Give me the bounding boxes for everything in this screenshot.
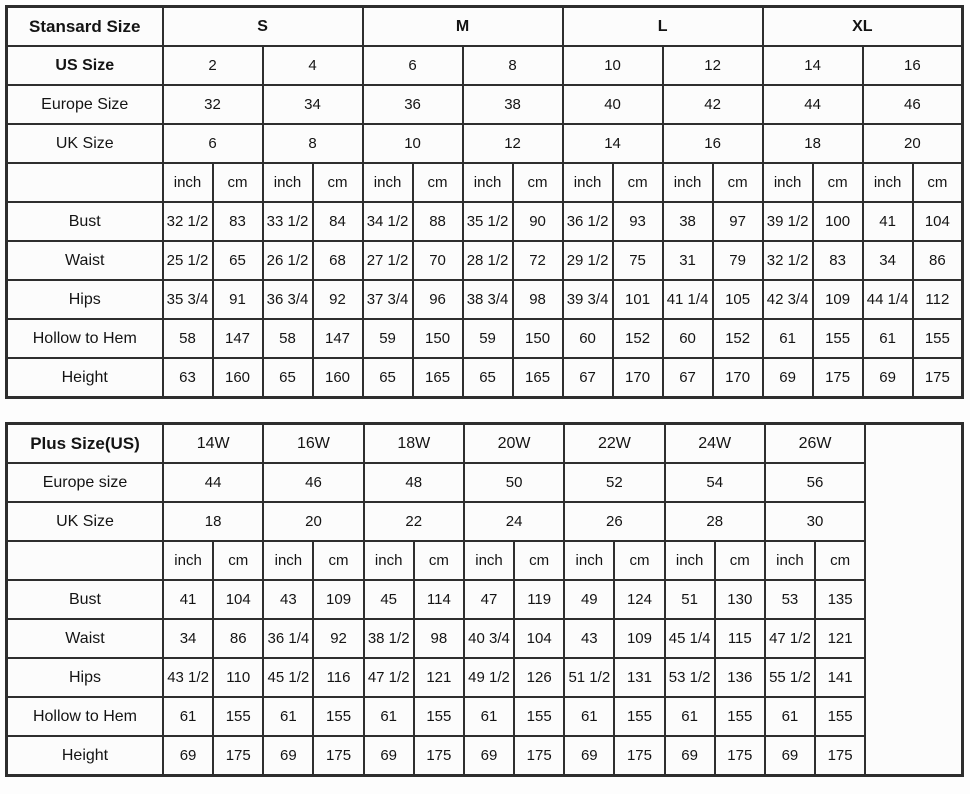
size-value-cell: 10 (363, 124, 463, 163)
size-group-header: 20W (464, 424, 564, 464)
measurement-value-cell: 63 (163, 358, 213, 398)
measurement-value-cell: 65 (363, 358, 413, 398)
measurement-value-cell: 170 (713, 358, 763, 398)
measurement-value-cell: 65 (213, 241, 263, 280)
size-value-cell: 6 (363, 46, 463, 85)
measurement-value-cell: 155 (514, 697, 564, 736)
measurement-value-cell: 61 (765, 697, 815, 736)
measurement-value-cell: 61 (263, 697, 313, 736)
size-value-cell: 30 (765, 502, 865, 541)
measurement-value-cell: 69 (763, 358, 813, 398)
measurement-value-cell: 43 (564, 619, 614, 658)
measurement-value-cell: 69 (263, 736, 313, 776)
size-value-cell: 44 (163, 463, 263, 502)
measurement-value-cell: 155 (614, 697, 664, 736)
standard-size-table-title: Stansard Size (7, 7, 163, 47)
cm-unit-cell: cm (913, 163, 963, 202)
measurement-value-cell: 65 (263, 358, 313, 398)
measurement-value-cell: 75 (613, 241, 663, 280)
measurement-value-cell: 98 (513, 280, 563, 319)
measurement-value-cell: 104 (913, 202, 963, 241)
measurement-value-cell: 45 1/4 (665, 619, 715, 658)
empty-label-cell (7, 541, 163, 580)
measurement-label: Hips (7, 280, 163, 319)
inch-unit-cell: inch (564, 541, 614, 580)
measurement-label: Hips (7, 658, 163, 697)
inch-unit-cell: inch (665, 541, 715, 580)
measurement-value-cell: 26 1/2 (263, 241, 313, 280)
size-value-cell: 54 (665, 463, 765, 502)
measurement-value-cell: 109 (614, 619, 664, 658)
measurement-value-cell: 45 (364, 580, 414, 619)
measurement-value-cell: 69 (765, 736, 815, 776)
measurement-value-cell: 155 (715, 697, 765, 736)
cm-unit-cell: cm (813, 163, 863, 202)
measurement-value-cell: 49 1/2 (464, 658, 514, 697)
size-value-cell: 12 (463, 124, 563, 163)
measurement-value-cell: 28 1/2 (463, 241, 513, 280)
measurement-value-cell: 29 1/2 (563, 241, 613, 280)
measurement-value-cell: 38 (663, 202, 713, 241)
measurement-value-cell: 51 (665, 580, 715, 619)
size-value-cell: 52 (564, 463, 664, 502)
measurement-label: Waist (7, 619, 163, 658)
size-value-cell: 32 (163, 85, 263, 124)
measurement-value-cell: 175 (414, 736, 464, 776)
measurement-value-cell: 104 (514, 619, 564, 658)
size-group-header: S (163, 7, 363, 47)
cm-unit-cell: cm (213, 541, 263, 580)
size-value-cell: 10 (563, 46, 663, 85)
size-value-cell: 36 (363, 85, 463, 124)
measurement-value-cell: 65 (463, 358, 513, 398)
measurement-value-cell: 72 (513, 241, 563, 280)
measurement-value-cell: 109 (813, 280, 863, 319)
measurement-value-cell: 36 3/4 (263, 280, 313, 319)
measurement-value-cell: 147 (313, 319, 363, 358)
measurement-value-cell: 109 (313, 580, 363, 619)
measurement-value-cell: 150 (413, 319, 463, 358)
measurement-value-cell: 150 (513, 319, 563, 358)
measurement-value-cell: 116 (313, 658, 363, 697)
cm-unit-cell: cm (313, 163, 363, 202)
measurement-value-cell: 59 (363, 319, 413, 358)
measurement-value-cell: 61 (863, 319, 913, 358)
measurement-value-cell: 32 1/2 (163, 202, 213, 241)
measurement-value-cell: 53 (765, 580, 815, 619)
measurement-value-cell: 90 (513, 202, 563, 241)
measurement-value-cell: 45 1/2 (263, 658, 313, 697)
measurement-value-cell: 91 (213, 280, 263, 319)
measurement-value-cell: 58 (263, 319, 313, 358)
measurement-value-cell: 155 (813, 319, 863, 358)
measurement-value-cell: 42 3/4 (763, 280, 813, 319)
measurement-value-cell: 47 (464, 580, 514, 619)
measurement-value-cell: 165 (513, 358, 563, 398)
cm-unit-cell: cm (413, 163, 463, 202)
measurement-value-cell: 69 (665, 736, 715, 776)
measurement-value-cell: 170 (613, 358, 663, 398)
size-system-label: UK Size (7, 502, 163, 541)
measurement-value-cell: 155 (213, 697, 263, 736)
measurement-value-cell: 160 (213, 358, 263, 398)
measurement-value-cell: 101 (613, 280, 663, 319)
plus-size-table-title: Plus Size(US) (7, 424, 163, 464)
inch-unit-cell: inch (463, 163, 513, 202)
measurement-value-cell: 175 (715, 736, 765, 776)
size-value-cell: 16 (863, 46, 963, 85)
measurement-value-cell: 155 (815, 697, 865, 736)
measurement-value-cell: 165 (413, 358, 463, 398)
plus-size-table-container (5, 422, 966, 777)
measurement-value-cell: 69 (564, 736, 614, 776)
measurement-value-cell: 83 (813, 241, 863, 280)
inch-unit-cell: inch (263, 541, 313, 580)
size-value-cell: 20 (263, 502, 363, 541)
size-group-header: 14W (163, 424, 263, 464)
measurement-value-cell: 44 1/4 (863, 280, 913, 319)
size-value-cell: 56 (765, 463, 865, 502)
empty-label-cell (7, 163, 163, 202)
measurement-value-cell: 61 (163, 697, 213, 736)
size-value-cell: 42 (663, 85, 763, 124)
measurement-value-cell: 25 1/2 (163, 241, 213, 280)
measurement-value-cell: 130 (715, 580, 765, 619)
measurement-value-cell: 92 (313, 280, 363, 319)
measurement-value-cell: 175 (514, 736, 564, 776)
measurement-value-cell: 121 (815, 619, 865, 658)
size-value-cell: 26 (564, 502, 664, 541)
size-value-cell: 8 (463, 46, 563, 85)
measurement-value-cell: 175 (614, 736, 664, 776)
size-value-cell: 46 (263, 463, 363, 502)
measurement-value-cell: 39 3/4 (563, 280, 613, 319)
measurement-value-cell: 147 (213, 319, 263, 358)
measurement-value-cell: 136 (715, 658, 765, 697)
inch-unit-cell: inch (763, 163, 813, 202)
cm-unit-cell: cm (414, 541, 464, 580)
size-group-header: L (563, 7, 763, 47)
measurement-label: Bust (7, 580, 163, 619)
measurement-value-cell: 41 (863, 202, 913, 241)
measurement-value-cell: 124 (614, 580, 664, 619)
measurement-value-cell: 175 (313, 736, 363, 776)
measurement-value-cell: 38 1/2 (364, 619, 414, 658)
size-value-cell: 6 (163, 124, 263, 163)
measurement-value-cell: 41 1/4 (663, 280, 713, 319)
measurement-value-cell: 104 (213, 580, 263, 619)
standard-size-table (5, 5, 964, 399)
measurement-value-cell: 88 (413, 202, 463, 241)
size-system-label: Europe Size (7, 85, 163, 124)
cm-unit-cell: cm (313, 541, 363, 580)
size-value-cell: 8 (263, 124, 363, 163)
size-value-cell: 20 (863, 124, 963, 163)
measurement-value-cell: 115 (715, 619, 765, 658)
measurement-value-cell: 49 (564, 580, 614, 619)
measurement-value-cell: 135 (815, 580, 865, 619)
measurement-value-cell: 41 (163, 580, 213, 619)
size-value-cell: 38 (463, 85, 563, 124)
measurement-value-cell: 47 1/2 (364, 658, 414, 697)
measurement-value-cell: 61 (364, 697, 414, 736)
size-group-header: M (363, 7, 563, 47)
measurement-label: Height (7, 736, 163, 776)
measurement-value-cell: 38 3/4 (463, 280, 513, 319)
measurement-value-cell: 155 (414, 697, 464, 736)
measurement-label: Hollow to Hem (7, 319, 163, 358)
measurement-value-cell: 119 (514, 580, 564, 619)
measurement-value-cell: 93 (613, 202, 663, 241)
standard-size-table-container (5, 5, 966, 399)
size-group-header: XL (763, 7, 963, 47)
measurement-value-cell: 69 (163, 736, 213, 776)
size-value-cell: 40 (563, 85, 663, 124)
inch-unit-cell: inch (765, 541, 815, 580)
measurement-value-cell: 175 (213, 736, 263, 776)
measurement-value-cell: 60 (563, 319, 613, 358)
measurement-value-cell: 83 (213, 202, 263, 241)
measurement-value-cell: 155 (313, 697, 363, 736)
measurement-value-cell: 61 (763, 319, 813, 358)
measurement-value-cell: 35 3/4 (163, 280, 213, 319)
measurement-value-cell: 105 (713, 280, 763, 319)
size-value-cell: 4 (263, 46, 363, 85)
measurement-value-cell: 141 (815, 658, 865, 697)
measurement-value-cell: 61 (464, 697, 514, 736)
size-value-cell: 50 (464, 463, 564, 502)
measurement-value-cell: 36 1/4 (263, 619, 313, 658)
measurement-value-cell: 100 (813, 202, 863, 241)
measurement-value-cell: 32 1/2 (763, 241, 813, 280)
inch-unit-cell: inch (863, 163, 913, 202)
measurement-value-cell: 175 (913, 358, 963, 398)
measurement-value-cell: 68 (313, 241, 363, 280)
empty-trailing-column (865, 424, 962, 776)
cm-unit-cell: cm (713, 163, 763, 202)
measurement-value-cell: 69 (863, 358, 913, 398)
measurement-label: Height (7, 358, 163, 398)
measurement-value-cell: 33 1/2 (263, 202, 313, 241)
size-value-cell: 44 (763, 85, 863, 124)
measurement-value-cell: 51 1/2 (564, 658, 614, 697)
size-value-cell: 22 (364, 502, 464, 541)
measurement-value-cell: 35 1/2 (463, 202, 513, 241)
inch-unit-cell: inch (364, 541, 414, 580)
measurement-value-cell: 98 (414, 619, 464, 658)
cm-unit-cell: cm (614, 541, 664, 580)
measurement-label: Waist (7, 241, 163, 280)
size-system-label: UK Size (7, 124, 163, 163)
measurement-value-cell: 39 1/2 (763, 202, 813, 241)
size-value-cell: 46 (863, 85, 963, 124)
measurement-value-cell: 92 (313, 619, 363, 658)
cm-unit-cell: cm (715, 541, 765, 580)
size-value-cell: 24 (464, 502, 564, 541)
measurement-value-cell: 36 1/2 (563, 202, 613, 241)
plus-size-table (5, 422, 964, 777)
measurement-value-cell: 112 (913, 280, 963, 319)
measurement-value-cell: 31 (663, 241, 713, 280)
size-system-label: US Size (7, 46, 163, 85)
measurement-value-cell: 84 (313, 202, 363, 241)
measurement-value-cell: 67 (563, 358, 613, 398)
inch-unit-cell: inch (163, 541, 213, 580)
measurement-value-cell: 60 (663, 319, 713, 358)
inch-unit-cell: inch (464, 541, 514, 580)
measurement-value-cell: 43 1/2 (163, 658, 213, 697)
size-system-label: Europe size (7, 463, 163, 502)
cm-unit-cell: cm (613, 163, 663, 202)
size-value-cell: 18 (163, 502, 263, 541)
size-value-cell: 48 (364, 463, 464, 502)
cm-unit-cell: cm (213, 163, 263, 202)
measurement-value-cell: 110 (213, 658, 263, 697)
measurement-value-cell: 47 1/2 (765, 619, 815, 658)
measurement-value-cell: 152 (613, 319, 663, 358)
measurement-value-cell: 70 (413, 241, 463, 280)
size-value-cell: 14 (563, 124, 663, 163)
inch-unit-cell: inch (363, 163, 413, 202)
measurement-value-cell: 58 (163, 319, 213, 358)
measurement-value-cell: 43 (263, 580, 313, 619)
measurement-value-cell: 67 (663, 358, 713, 398)
measurement-value-cell: 96 (413, 280, 463, 319)
measurement-value-cell: 86 (913, 241, 963, 280)
size-group-header: 24W (665, 424, 765, 464)
measurement-value-cell: 86 (213, 619, 263, 658)
measurement-value-cell: 61 (665, 697, 715, 736)
measurement-value-cell: 155 (913, 319, 963, 358)
size-value-cell: 2 (163, 46, 263, 85)
measurement-value-cell: 79 (713, 241, 763, 280)
size-group-header: 16W (263, 424, 363, 464)
cm-unit-cell: cm (514, 541, 564, 580)
measurement-value-cell: 160 (313, 358, 363, 398)
measurement-value-cell: 97 (713, 202, 763, 241)
size-value-cell: 34 (263, 85, 363, 124)
cm-unit-cell: cm (815, 541, 865, 580)
inch-unit-cell: inch (663, 163, 713, 202)
measurement-value-cell: 126 (514, 658, 564, 697)
measurement-value-cell: 34 1/2 (363, 202, 413, 241)
measurement-value-cell: 152 (713, 319, 763, 358)
measurement-value-cell: 131 (614, 658, 664, 697)
measurement-value-cell: 121 (414, 658, 464, 697)
measurement-value-cell: 55 1/2 (765, 658, 815, 697)
size-value-cell: 28 (665, 502, 765, 541)
inch-unit-cell: inch (163, 163, 213, 202)
measurement-label: Bust (7, 202, 163, 241)
measurement-value-cell: 27 1/2 (363, 241, 413, 280)
measurement-label: Hollow to Hem (7, 697, 163, 736)
size-value-cell: 12 (663, 46, 763, 85)
measurement-value-cell: 61 (564, 697, 614, 736)
inch-unit-cell: inch (263, 163, 313, 202)
size-group-header: 22W (564, 424, 664, 464)
measurement-value-cell: 175 (813, 358, 863, 398)
size-value-cell: 18 (763, 124, 863, 163)
measurement-value-cell: 34 (163, 619, 213, 658)
size-group-header: 26W (765, 424, 865, 464)
measurement-value-cell: 34 (863, 241, 913, 280)
measurement-value-cell: 53 1/2 (665, 658, 715, 697)
cm-unit-cell: cm (513, 163, 563, 202)
size-value-cell: 14 (763, 46, 863, 85)
measurement-value-cell: 175 (815, 736, 865, 776)
inch-unit-cell: inch (563, 163, 613, 202)
measurement-value-cell: 37 3/4 (363, 280, 413, 319)
size-value-cell: 16 (663, 124, 763, 163)
measurement-value-cell: 59 (463, 319, 513, 358)
measurement-value-cell: 114 (414, 580, 464, 619)
measurement-value-cell: 40 3/4 (464, 619, 514, 658)
size-group-header: 18W (364, 424, 464, 464)
measurement-value-cell: 69 (364, 736, 414, 776)
measurement-value-cell: 69 (464, 736, 514, 776)
